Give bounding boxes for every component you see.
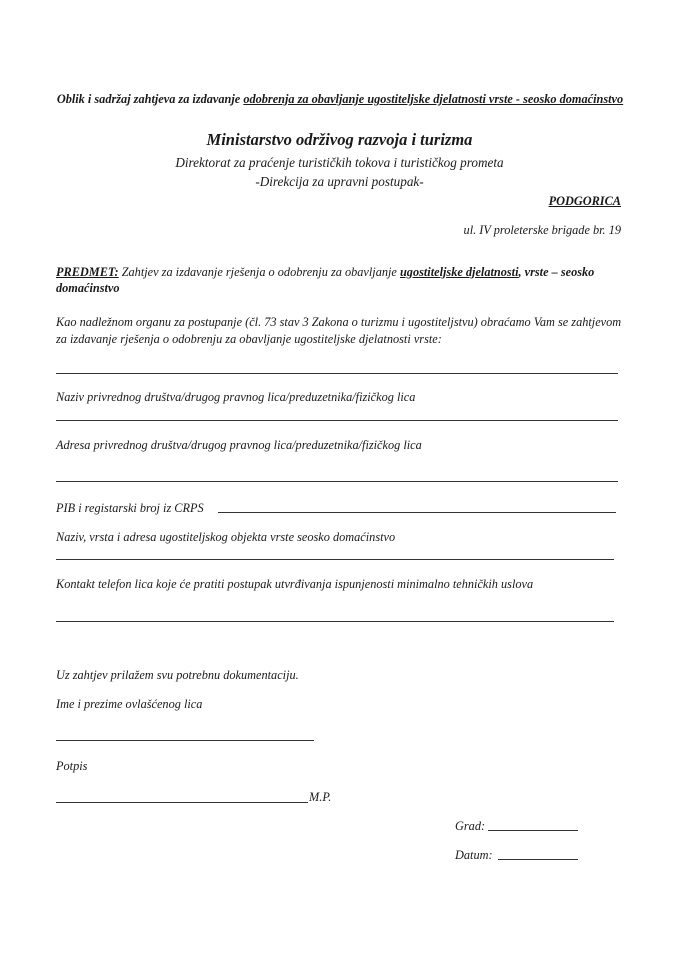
address: ul. IV proleterske brigade br. 19 — [463, 223, 621, 237]
ministry-title: Ministarstvo održivog razvoja i turizma — [206, 130, 473, 149]
date-label: Datum: — [455, 848, 493, 862]
company-name-line[interactable] — [56, 420, 618, 421]
company-name-label: Naziv privrednog društva/drugog pravnog lica/preduzetnika/fizičkog lica — [56, 390, 416, 404]
company-address-label: Adresa privrednog društva/drugog pravnog lica/preduzetnika/fizičkog lica — [56, 438, 422, 452]
contact-label: Kontakt telefon lica koje će pratiti postupak utvrđivanja ispunjenosti minimalno tehničkih uslova — [56, 577, 534, 591]
company-address-line[interactable] — [56, 481, 618, 482]
object-line[interactable] — [56, 559, 614, 560]
intro-text: Kao nadležnom organu za postupanje (čl. 73 stav 3 Zakona o turizmu i ugostiteljstvu) obraćamo Vam se zahtjevom za izdavanje rješenja o odobrenju za obavljanje ugostiteljske djelatnosti vrste: — [56, 315, 622, 346]
form-heading-underlined: odobrenja za obavljanje ugostiteljske djelatnosti vrste - seosko domaćinstvo — [243, 92, 624, 106]
pib-line[interactable] — [218, 512, 616, 513]
authorized-person-label: Ime i prezime ovlašćenog lica — [56, 697, 203, 711]
subject-label: PREDMET: — [56, 265, 119, 279]
date-line[interactable] — [498, 859, 578, 860]
subject-text-2: , vrste – seosko domaćinstvo — [56, 265, 595, 295]
department-title: -Direkcija za upravni postupak- — [255, 174, 424, 189]
attachment-note: Uz zahtjev prilažem svu potrebnu dokumentaciju. — [56, 668, 299, 682]
signature-label: Potpis — [56, 759, 88, 773]
signature-line[interactable] — [56, 802, 308, 803]
authorized-person-line[interactable] — [56, 740, 314, 741]
city: PODGORICA — [548, 194, 621, 208]
object-label: Naziv, vrsta i adresa ugostiteljskog objekta vrste seosko domaćinstvo — [56, 530, 396, 544]
stamp-label: M.P. — [309, 790, 332, 804]
directorate-title: Direktorat za praćenje turističkih tokova i turističkog prometa — [175, 155, 504, 170]
place-line[interactable] — [488, 830, 578, 831]
form-heading-prefix: Oblik i sadržaj zahtjeva za izdavanje — [56, 92, 244, 106]
contact-line[interactable] — [56, 621, 614, 622]
subject-underlined: ugostiteljske djelatnosti — [399, 265, 519, 279]
place-label: Grad: — [455, 819, 486, 833]
subject — [56, 264, 626, 296]
form-heading — [40, 91, 640, 107]
activity-type-line[interactable] — [56, 373, 618, 374]
pib-label: PIB i registarski broj iz CRPS — [56, 501, 204, 515]
subject-text-1: Zahtjev za izdavanje rješenja o odobrenju za obavljanje — [118, 265, 400, 279]
